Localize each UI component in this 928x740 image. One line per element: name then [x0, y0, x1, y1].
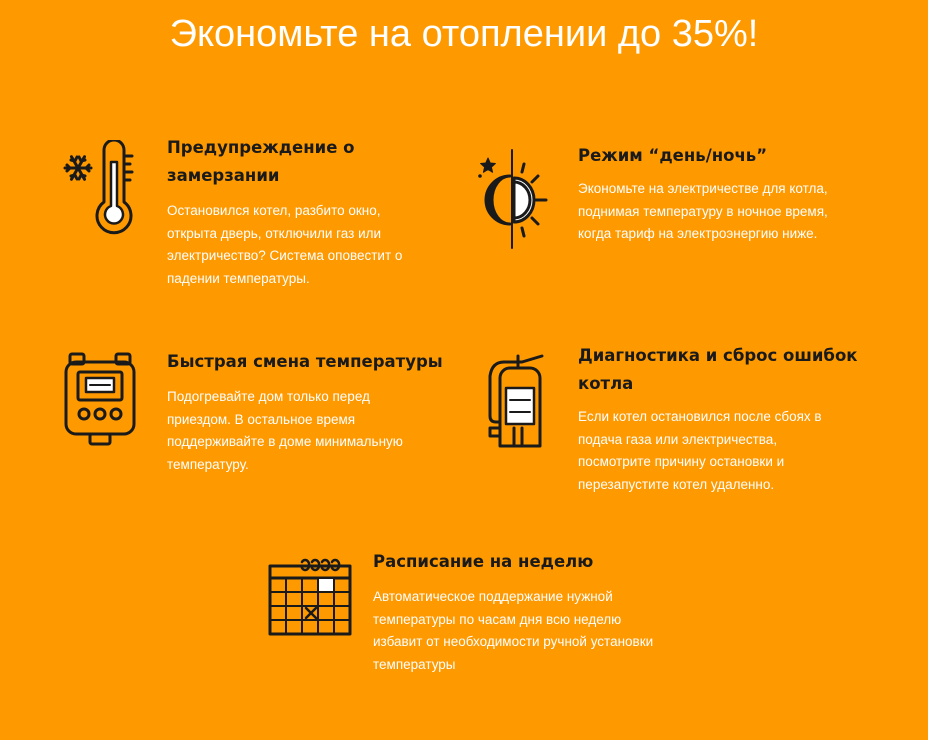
feature-description: Автоматическое поддержание нужной температуры по часам дня всю неделю избавит от необходимости ручной установки температуры	[373, 589, 654, 672]
feature-day-night	[472, 140, 872, 260]
feature-title: Расписание на неделю	[373, 552, 594, 571]
fire-extinguisher-icon	[480, 348, 556, 452]
feature-title: Предупреждение о замерзании	[167, 138, 355, 185]
feature-title: Быстрая смена температуры	[167, 352, 443, 371]
feature-weekly-schedule	[266, 548, 686, 688]
calendar-icon	[266, 554, 356, 638]
feature-description: Экономьте на электричестве для котла, поднимая температуру в ночное время, когда тариф на электроэнергию ниже.	[578, 181, 828, 241]
page-headline: Экономьте на отоплении до 35%!	[169, 13, 759, 55]
feature-description: Остановился котел, разбито окно, открыта дверь, отключили газ или электричество? Система оповестит о падении температуры.	[167, 203, 403, 286]
feature-title: Режим “день/ночь”	[578, 146, 768, 165]
day-night-icon	[472, 148, 552, 252]
thermometer-snowflake-icon	[60, 140, 136, 244]
feature-freeze-warning	[60, 134, 420, 294]
feature-description: Подогревайте дом только перед приездом. В остальное время поддерживайте в доме минимальную температуру.	[167, 389, 403, 472]
thermostat-device-icon	[64, 350, 140, 450]
feature-quick-temperature	[60, 348, 443, 488]
feature-diagnostics	[472, 342, 872, 502]
feature-description: Если котел остановился после сбоях в подача газа или электричества, посмотрите причину остановки и перезапустите котел удаленно.	[578, 409, 822, 492]
feature-title: Диагностика и сброс ошибок котла	[578, 346, 858, 393]
